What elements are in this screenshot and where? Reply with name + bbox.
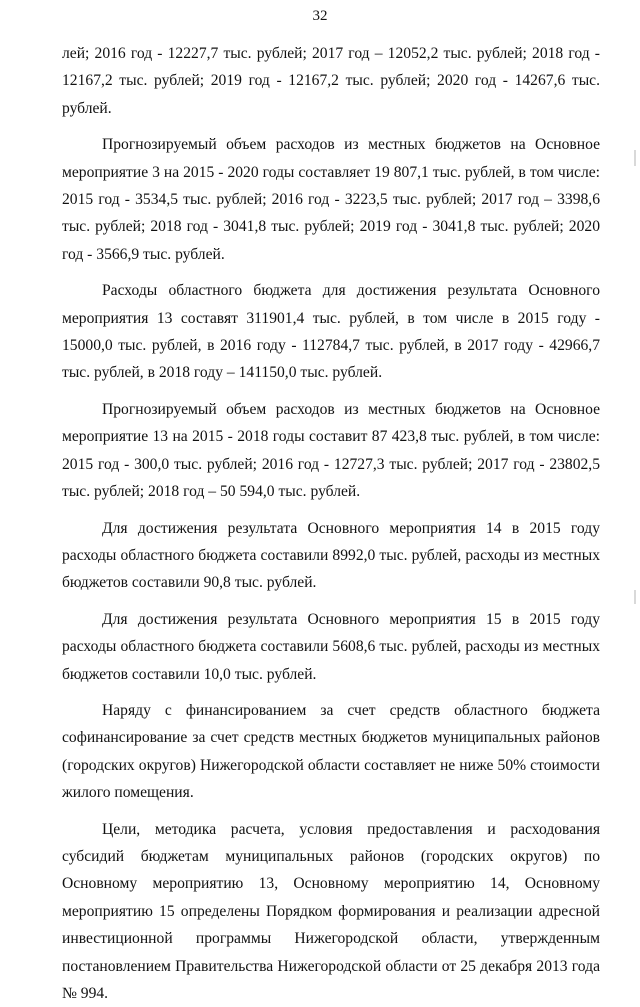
paragraph-local-budget-measure-3: Прогнозируемый объем расходов из местных бюджетов на Основное мероприятие 3 на 2015 - 2020 годы составляет 19 807,1 тыс. рублей, в том числе: 2015 год - 3534,5 тыс. рублей; 2016 год - 3223,5 тыс. рублей; 2017 год – 3398,6 тыс. рублей; 2018 год - 3041,8 тыс. рублей; 2019 год - 3041,8 тыс. рублей; 2020 год - 3566,9 тыс. рублей.	[62, 136, 600, 263]
paragraph-continuation: лей; 2016 год - 12227,7 тыс. рублей; 2017 год – 12052,2 тыс. рублей; 2018 год - 12167,2 тыс. рублей; 2019 год - 12167,2 тыс. рублей; 2020 год - 14267,6 тыс. рублей.	[62, 45, 600, 117]
paragraph-regional-budget-measure-13: Расходы областного бюджета для достижения результата Основного мероприятия 13 составят 311901,4 тыс. рублей, в том числе в 2015 году - 15000,0 тыс. рублей, в 2016 году - 112784,7 тыс. рублей, в 2017 году - 42966,7 тыс. рублей, в 2018 году – 141150,0 тыс. рублей.	[62, 282, 600, 382]
page-number: 32	[312, 8, 328, 24]
paragraph-measure-14: Для достижения результата Основного мероприятия 14 в 2015 году расходы областного бюджета составили 8992,0 тыс. рублей, расходы из местных бюджетов составили 90,8 тыс. рублей.	[62, 519, 600, 592]
paragraph-cofinancing: Наряду с финансированием за счет средств областного бюджета софинансирование за счет средств местных бюджетов муниципальных районов (городских округов) Нижегородской области составляет не ниже 50% стоимости жилого помещения.	[62, 701, 600, 802]
scan-edge-mark	[634, 150, 636, 166]
paragraph-local-budget-measure-13: Прогнозируемый объем расходов из местных бюджетов на Основное мероприятие 13 на 2015 - 2018 годы составит 87 423,8 тыс. рублей, в том числе: 2015 год - 300,0 тыс. рублей; 2016 год - 12727,3 тыс. рублей; 2017 год - 23802,5 тыс. рублей; 2018 год – 50 594,0 тыс. рублей.	[62, 400, 600, 501]
scan-edge-mark	[634, 590, 636, 604]
document-body	[62, 40, 600, 1007]
paragraph-subsidy-procedure: Цели, методика расчета, условия предоставления и расходования субсидий бюджетам муниципальных районов (городских округов) по Основному мероприятию 13, Основному мероприятию 14, Основному мероприятию 15 определены Порядком формирования и реализации адресной инвестиционной программы Нижегородской области, утвержденным постановлением Правительства Нижегородской области от 25 декабря 2013 года № 994.	[62, 820, 600, 1002]
paragraph-measure-15: Для достижения результата Основного мероприятия 15 в 2015 году расходы областного бюджета составили 5608,6 тыс. рублей, расходы из местных бюджетов составили 10,0 тыс. рублей.	[62, 610, 600, 683]
